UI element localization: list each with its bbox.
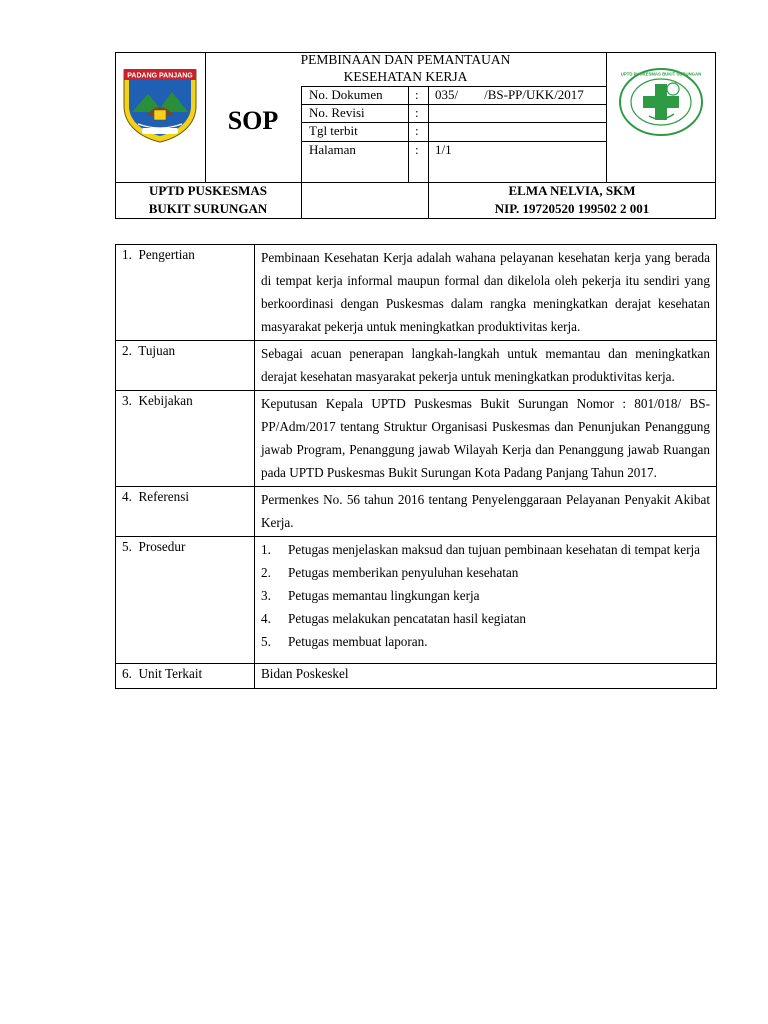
section-text-unit-terkait: Bidan Poskeskel [255,664,717,689]
puskesmas-logo-text: UPTD PUSKESMAS BUKIT SURUNGAN [620,71,702,77]
meta-label-no-revisi: No. Revisi [309,105,365,120]
section-label-unit-terkait: 6. Unit Terkait [116,664,255,689]
section-label-referensi: 4. Referensi [116,487,255,537]
step-text: Petugas melakukan pencatatan hasil kegiatan [288,611,527,626]
list-item [261,630,710,653]
meta-label-halaman: Halaman [309,142,356,157]
sop-content-table [115,244,717,689]
document-title-line1: PEMBINAAN DAN PEMANTAUAN [300,52,511,67]
meta-label-no-dokumen: No. Dokumen [309,87,383,102]
table-row [116,537,717,664]
document-title-line2: KESEHATAN KERJA [343,69,468,84]
list-item [261,561,710,584]
step-number: 1. [261,542,271,557]
step-number: 3. [261,588,271,603]
crest-banner-text: PADANG PANJANG [127,72,193,80]
header-divider [301,86,302,219]
padang-panjang-crest-logo [118,64,202,144]
section-text-tujuan: Sebagai acuan penerapan langkah-langkah untuk memantau dan meningkatkan derajat kesehatan masyarakat pekerja untuk meningkatkan produktivitas kerja. [255,341,717,391]
meta-colon: : [415,87,419,102]
step-number: 4. [261,611,271,626]
table-row [116,341,717,391]
section-text-referensi: Permenkes No. 56 tahun 2016 tentang Penyelenggaraan Pelayanan Penyakit Akibat Kerja. [255,487,717,537]
meta-colon: : [415,123,419,138]
section-label-tujuan: 2. Tujuan [116,341,255,391]
step-number: 5. [261,634,271,649]
step-number: 2. [261,565,271,580]
table-row [116,487,717,537]
list-item [261,607,710,630]
step-text: Petugas menjelaskan maksud dan tujuan pembinaan kesehatan di tempat kerja [288,542,700,557]
step-text: Petugas membuat laporan. [288,634,428,649]
signer-name: ELMA NELVIA, SKM [508,183,636,198]
section-label-prosedur: 5. Prosedur [116,537,255,664]
table-row [116,391,717,487]
unit-name-line2: BUKIT SURUNGAN [148,201,268,216]
step-text: Petugas memberikan penyuluhan kesehatan [288,565,519,580]
meta-value-no-dokumen: 035/ /BS-PP/UKK/2017 [435,87,584,102]
section-text-pengertian: Pembinaan Kesehatan Kerja adalah wahana pelayanan kesehatan kerja yang berada di tempat kerja informal maupun formal dan dikelola oleh pekerja itu sendiri yang berkoordinasi dengan Puskesmas dalam rangka meningkatkan derajat kesehatan masyarakat pekerja untuk meningkatkan produktivitas kerja. [255,245,717,341]
sop-label: SOP [227,106,279,135]
list-item [261,584,710,607]
list-item [261,538,710,561]
section-text-kebijakan: Keputusan Kepala UPTD Puskesmas Bukit Surungan Nomor : 801/018/ BS-PP/Adm/2017 tentang Struktur Organisasi Puskesmas dan Penunjukan Penanggung jawab Program, Penanggung jawab Wilayah Kerja dan Penanggung jawab Ruangan pada UPTD Puskesmas Bukit Surungan Kota Padang Panjang Tahun 2017. [255,391,717,487]
meta-value-halaman: 1/1 [435,142,452,157]
header-divider [606,52,607,183]
section-label-kebijakan: 3. Kebijakan [116,391,255,487]
step-text: Petugas memantau lingkungan kerja [288,588,480,603]
procedure-list [261,538,710,653]
section-label-pengertian: 1. Pengertian [116,245,255,341]
meta-colon: : [415,142,419,157]
puskesmas-logo [616,67,706,137]
table-row [116,245,717,341]
header-divider [428,86,429,219]
meta-label-tgl-terbit: Tgl terbit [309,123,358,138]
section-steps-prosedur [255,537,717,664]
table-row [116,664,717,689]
header-divider [408,86,409,183]
signer-nip: NIP. 19720520 199502 2 001 [494,201,650,216]
meta-colon: : [415,105,419,120]
unit-name-line1: UPTD PUSKESMAS [148,183,268,198]
